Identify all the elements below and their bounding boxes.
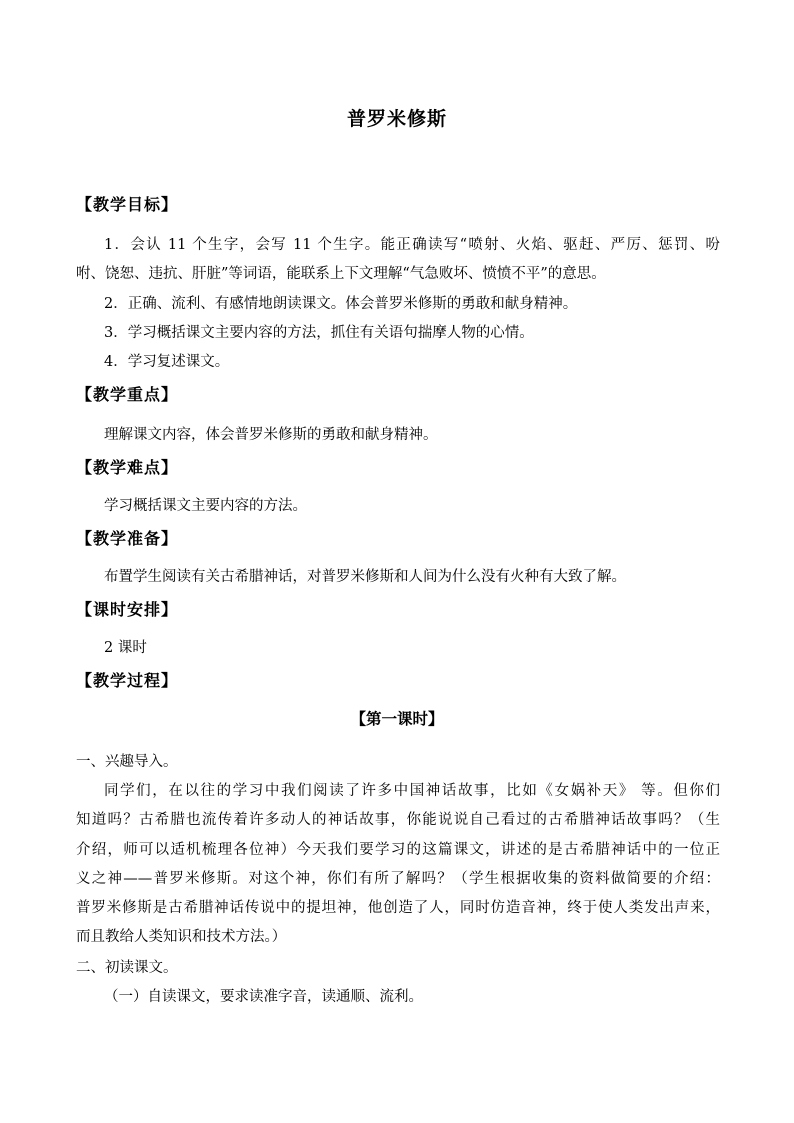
- intro-paragraph-line-5: 普罗米修斯是古希腊神话传说中的提坦神，他创造了人，同时仿造音神，终于使人类发出声来，: [76, 900, 720, 916]
- heading-teaching-goals: 【教学目标】: [76, 195, 179, 214]
- intro-paragraph-line-6: 而且教给人类知识和技术方法。）: [76, 929, 287, 945]
- document-title: 普罗米修斯: [346, 108, 447, 130]
- goal-item-1-line-2: 咐、饶恕、违抗、肝脏”等词语，能联系上下文理解“气急败坏、愤愤不平”的意思。: [76, 266, 606, 282]
- intro-paragraph-line-3: 介绍，师可以适机梳理各位神）今天我们要学习的这篇课文，讲述的是古希腊神话中的一位正: [76, 842, 720, 858]
- heading-preparation: 【教学准备】: [76, 529, 179, 548]
- intro-paragraph-line-2: 知道吗？古希腊也流传着许多动人的神话故事，你能说说自己看过的古希腊神话故事吗？（生: [76, 812, 720, 828]
- goal-item-3: 3．学习概括课文主要内容的方法，抓住有关语句揣摩人物的心情。: [104, 325, 534, 341]
- step-2-sub-item-1: （一）自读课文，要求读准字音，读通顺、流利。: [104, 989, 423, 1005]
- intro-paragraph-line-4: 义之神——普罗米修斯。对这个神，你们有所了解吗？（学生根据收集的资料做简要的介绍：: [76, 871, 720, 887]
- intro-paragraph-line-1: 同学们，在以往的学习中我们阅读了许多中国神话故事，比如《女娲补天》 等。但你们: [104, 783, 720, 799]
- difficulties-text: 学习概括课文主要内容的方法。: [104, 498, 307, 514]
- schedule-text: 2 课时: [104, 640, 147, 656]
- step-2-title: 二、初读课文。: [76, 960, 178, 976]
- step-1-title: 一、兴趣导入。: [76, 754, 178, 770]
- heading-difficulties: 【教学难点】: [76, 458, 179, 477]
- key-points-text: 理解课文内容，体会普罗米修斯的勇敢和献身精神。: [104, 427, 438, 443]
- heading-schedule: 【课时安排】: [76, 600, 179, 619]
- goal-item-2: 2．正确、流利、有感情地朗读课文。体会普罗米修斯的勇敢和献身精神。: [104, 296, 578, 312]
- lesson-one-title: 【第一课时】: [350, 709, 444, 728]
- preparation-text: 布置学生阅读有关古希腊神话，对普罗米修斯和人间为什么没有火种有大致了解。: [104, 569, 626, 585]
- goal-item-1-line-1: 1．会认 11 个生字，会写 11 个生字。能正确读写“喷射、火焰、驱赶、严厉、惩罚、吩: [104, 237, 720, 253]
- goal-item-4: 4．学习复述课文。: [104, 354, 230, 370]
- heading-teaching-process: 【教学过程】: [76, 671, 179, 690]
- heading-key-points: 【教学重点】: [76, 385, 179, 404]
